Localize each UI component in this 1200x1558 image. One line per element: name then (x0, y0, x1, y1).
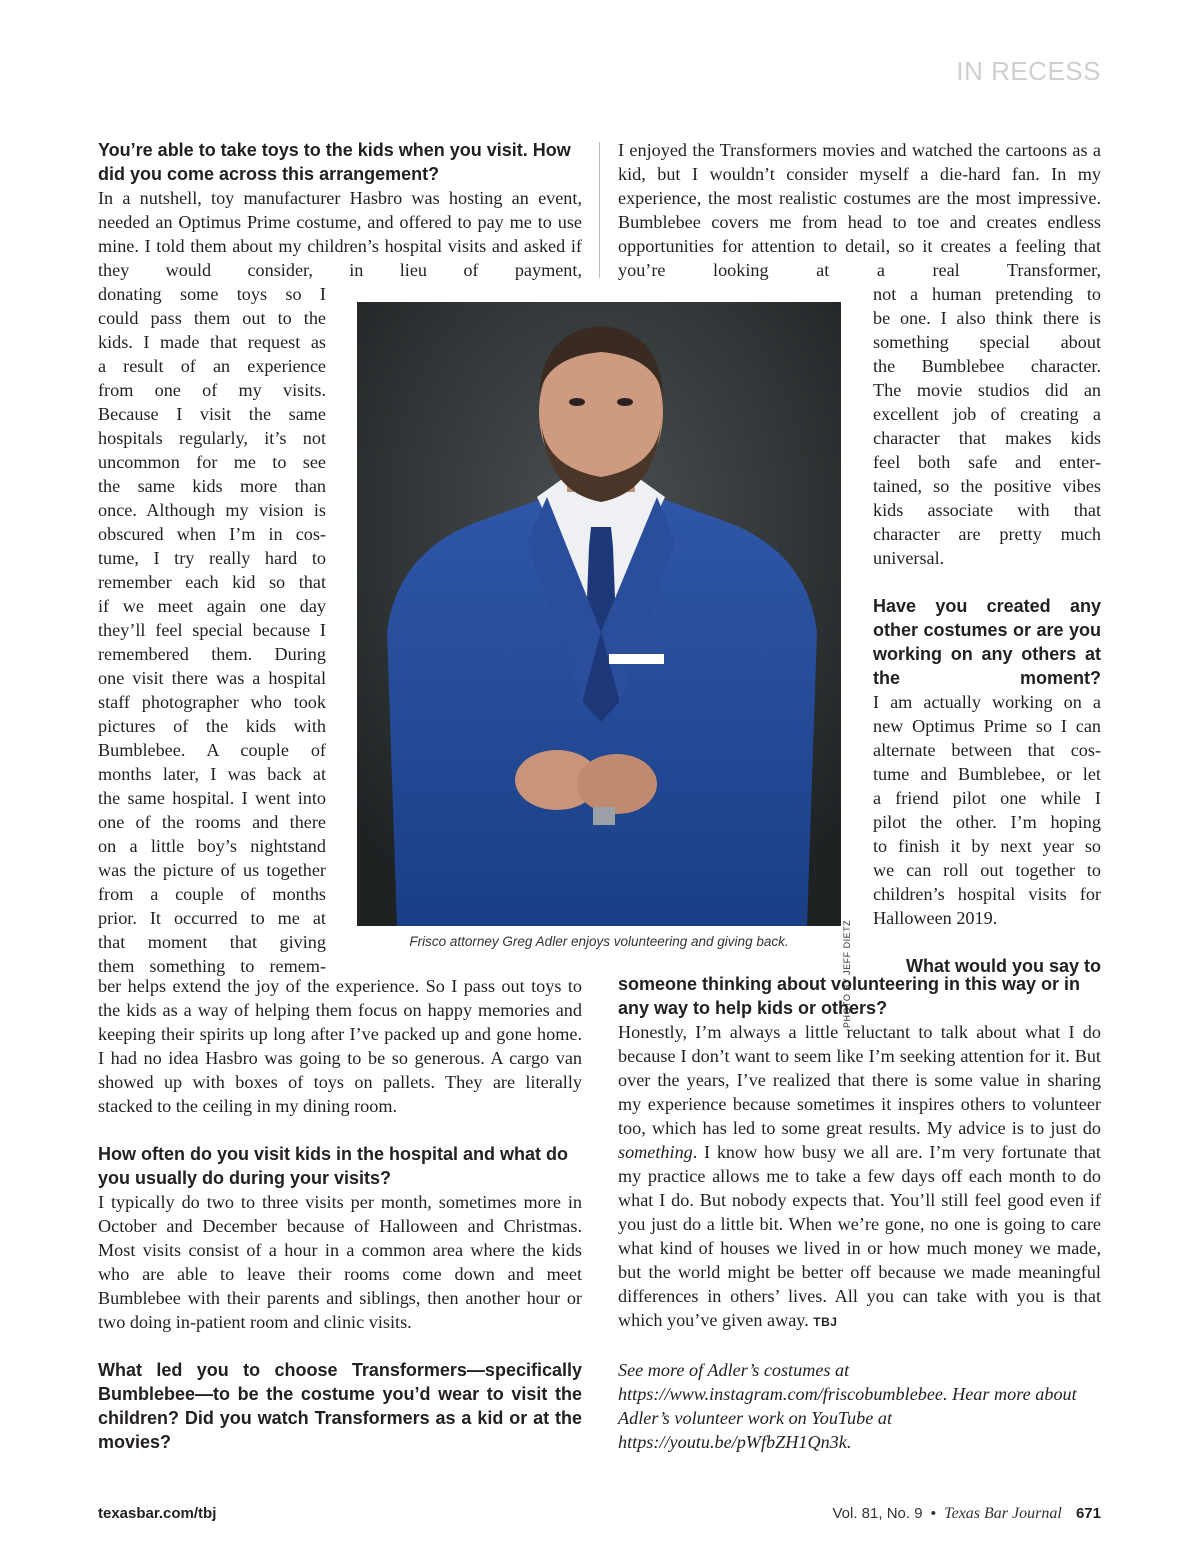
tbj-end-mark: TBJ (813, 1315, 838, 1329)
answer-1-line: one visit there was a hospital (98, 668, 326, 688)
question-5-rest: someone thinking about volunteering in this way or in any way to help kids or others? (618, 974, 1081, 1018)
answer-3-line: the Bumblebee character. (873, 356, 1101, 376)
answer-4-line: a friend pilot one while I (873, 788, 1101, 808)
right-column-bottom (618, 972, 1101, 1454)
answer-1-line: from a couple of months (98, 884, 326, 904)
section-label: IN RECESS (956, 56, 1101, 86)
answer-1-line: remember each kid so that (98, 572, 326, 592)
source-note: See more of Adler’s costumes at https://www.instagram.com/friscobumblebee. Hear more about Adler’s volunteer work on YouTube at https://youtu.be/pWfbZH1Qn3k. (618, 1360, 1077, 1452)
answer-5-part1: Honestly, I’m always a little reluctant to talk about what I do because I don’t want to seem like I’m seeking attention for it. But over the years, I’ve realized that there is some value in sharing my experience because sometimes it inspires others to volunteer too, which has led to some great results. My advice is to just do (618, 1022, 1101, 1138)
answer-1-line: one of the rooms and there (98, 812, 326, 832)
answer-2: I typically do two to three visits per month, sometimes more in October and December because of Halloween and Christmas. Most visits consist of a hour in a common area where the kids who are able to leave their rooms come down and meet Bumblebee with their parents and siblings, then another hour or two doing in-patient room and clinic visits. (98, 1192, 582, 1332)
answer-1-line: once. Although my vision is (98, 500, 326, 520)
left-column-top (98, 138, 582, 282)
answer-1-line: the same hospital. I went into (98, 788, 326, 808)
answer-1-line: tume, I try really hard to (98, 548, 326, 568)
answer-3-line: feel both safe and enter- (873, 452, 1101, 472)
answer-3-line: excellent job of creating a (873, 404, 1101, 424)
answer-1-line: uncommon for me to see (98, 452, 326, 472)
answer-1-line: was the picture of us together (98, 860, 326, 880)
column-divider (599, 142, 600, 278)
question-4-line: Have you created any (873, 596, 1101, 616)
right-column-top (618, 138, 1101, 282)
answer-1-line: could pass them out to the (98, 308, 326, 328)
answer-1-line: staff photographer who took (98, 692, 326, 712)
answer-1-line: obscured when I’m in cos- (98, 524, 326, 544)
photo-caption: Frisco attorney Greg Adler enjoys volunteering and giving back. (409, 934, 789, 949)
answer-4-last: Halloween 2019. (873, 908, 998, 928)
footer-bullet: • (930, 1505, 936, 1522)
footer-journal: Texas Bar Journal (944, 1505, 1062, 1522)
question-2: How often do you visit kids in the hospital and what do you usually do during your visits? (98, 1144, 569, 1188)
answer-4-line: new Optimus Prime so I can (873, 716, 1101, 736)
footer-site: texasbar.com/tbj (98, 1505, 217, 1522)
portrait-photo (357, 302, 841, 926)
answer-1-line: they’ll feel special because I (98, 620, 326, 640)
answer-3-line: character are pretty much (873, 524, 1101, 544)
answer-1-line: months later, I was back at (98, 764, 326, 784)
answer-1-line: pictures of the kids with (98, 716, 326, 736)
answer-4-line: we can roll out together to (873, 860, 1101, 880)
answer-1-line: prior. It occurred to me at (98, 908, 326, 928)
question-4-line: working on any others at (873, 644, 1101, 664)
question-1: You’re able to take toys to the kids when you visit. How did you come across this arrangement? (98, 140, 571, 184)
answer-4-line: to finish it by next year so (873, 836, 1101, 856)
answer-3-line: character that makes kids (873, 428, 1101, 448)
answer-1-line: donating some toys so I (98, 284, 326, 304)
question-4-line: other costumes or are you (873, 620, 1101, 640)
answer-1-line: if we meet again one day (98, 596, 326, 616)
answer-3-line: be one. I also think there is (873, 308, 1101, 328)
answer-4-line: I am actually working on a (873, 692, 1101, 712)
answer-1-wrap-lines (98, 282, 326, 978)
answer-1-line: from one of my visits. (98, 380, 326, 400)
photo-credit: PHOTO BY JEFF DIETZ (842, 919, 852, 1028)
answer-3-line: something special about (873, 332, 1101, 352)
answer-1-bottom: ber helps extend the joy of the experience. So I pass out toys to the kids as a way of helping them focus on happy memories and keeping their spirits up long after I’ve packed up and gone home. I had no idea Hasbro was going to be so generous. A cargo van showed up with boxes of toys on pallets. They are literally stacked to the ceiling in my dining room. (98, 976, 582, 1116)
left-column-bottom (98, 974, 582, 1454)
answer-1-line: a result of an experience (98, 356, 326, 376)
answer-1-line: remembered them. During (98, 644, 326, 664)
answer-3-line: tained, so the positive vibes (873, 476, 1101, 496)
answer-5-emphasis: something (618, 1142, 693, 1162)
answer-1-line: Bumblebee. A couple of (98, 740, 326, 760)
answer-4-line: alternate between that cos- (873, 740, 1101, 760)
question-4 (873, 594, 1101, 690)
answer-3-line: The movie studios did an (873, 380, 1101, 400)
answer-4-line: pilot the other. I’m hoping (873, 812, 1101, 832)
question-4-line: the moment? (873, 668, 1101, 688)
footer-volume: Vol. 81, No. 9 (832, 1505, 923, 1522)
answer-4-line: tume and Bumblebee, or let (873, 764, 1101, 784)
answer-5 (618, 1020, 1101, 1334)
right-column-wrap (873, 282, 1101, 978)
portrait-illustration (357, 302, 841, 926)
answer-3-top: I enjoyed the Transformers movies and watched the cartoons as a kid, but I wouldn’t consider myself a die-hard fan. In my experience, the most realistic costumes are the most impressive. Bumblebee covers me from head to toe and creates endless opportunities for attention to detail, so it creates a feeling that you’re looking at a real Transformer, (618, 140, 1101, 280)
answer-1-top: In a nutshell, toy manufacturer Hasbro was hosting an event, needed an Optimus Prime costume, and offered to pay me to use mine. I told them about my children’s hospital visits and asked if they would consider, in lieu of payment, (98, 188, 582, 280)
answer-1-line: hospitals regularly, it’s not (98, 428, 326, 448)
answer-1-line: kids. I made that request as (98, 332, 326, 352)
answer-4-wrap-lines (873, 690, 1101, 906)
answer-1-line: Because I visit the same (98, 404, 326, 424)
answer-3-wrap-lines (873, 282, 1101, 546)
answer-3-line: kids associate with that (873, 500, 1101, 520)
answer-3-last: universal. (873, 548, 945, 568)
answer-3-line: not a human pretending to (873, 284, 1101, 304)
answer-5-part2: . I know how busy we all are. I’m very fortunate that my practice allows me to take a few days off each month to do what I do. But nobody expects that. You’ll still feel good even if you just do a little bit. When we’re gone, no one is going to care what kind of houses we lived in or how much money we made, but the world might be better off because we made meaningful differences in others’ lives. All you can take with you is that which you’ve given away. (618, 1142, 1101, 1330)
answer-1-line: that moment that giving (98, 932, 326, 952)
answer-1-line: on a little boy’s nightstand (98, 836, 326, 856)
question-5-first: What would you say to (905, 956, 1101, 976)
footer-page-number: 671 (1075, 1505, 1101, 1522)
answer-1-line: them something to remem- (98, 956, 326, 976)
question-3: What led you to choose Transformers—specifically Bumblebee—to be the costume you’d wear to visit the children? Did you watch Transformers as a kid or at the movies? (98, 1360, 582, 1452)
answer-1-line: the same kids more than (98, 476, 326, 496)
answer-4-line: children’s hospital visits for (873, 884, 1101, 904)
footer-right (832, 1505, 1101, 1523)
